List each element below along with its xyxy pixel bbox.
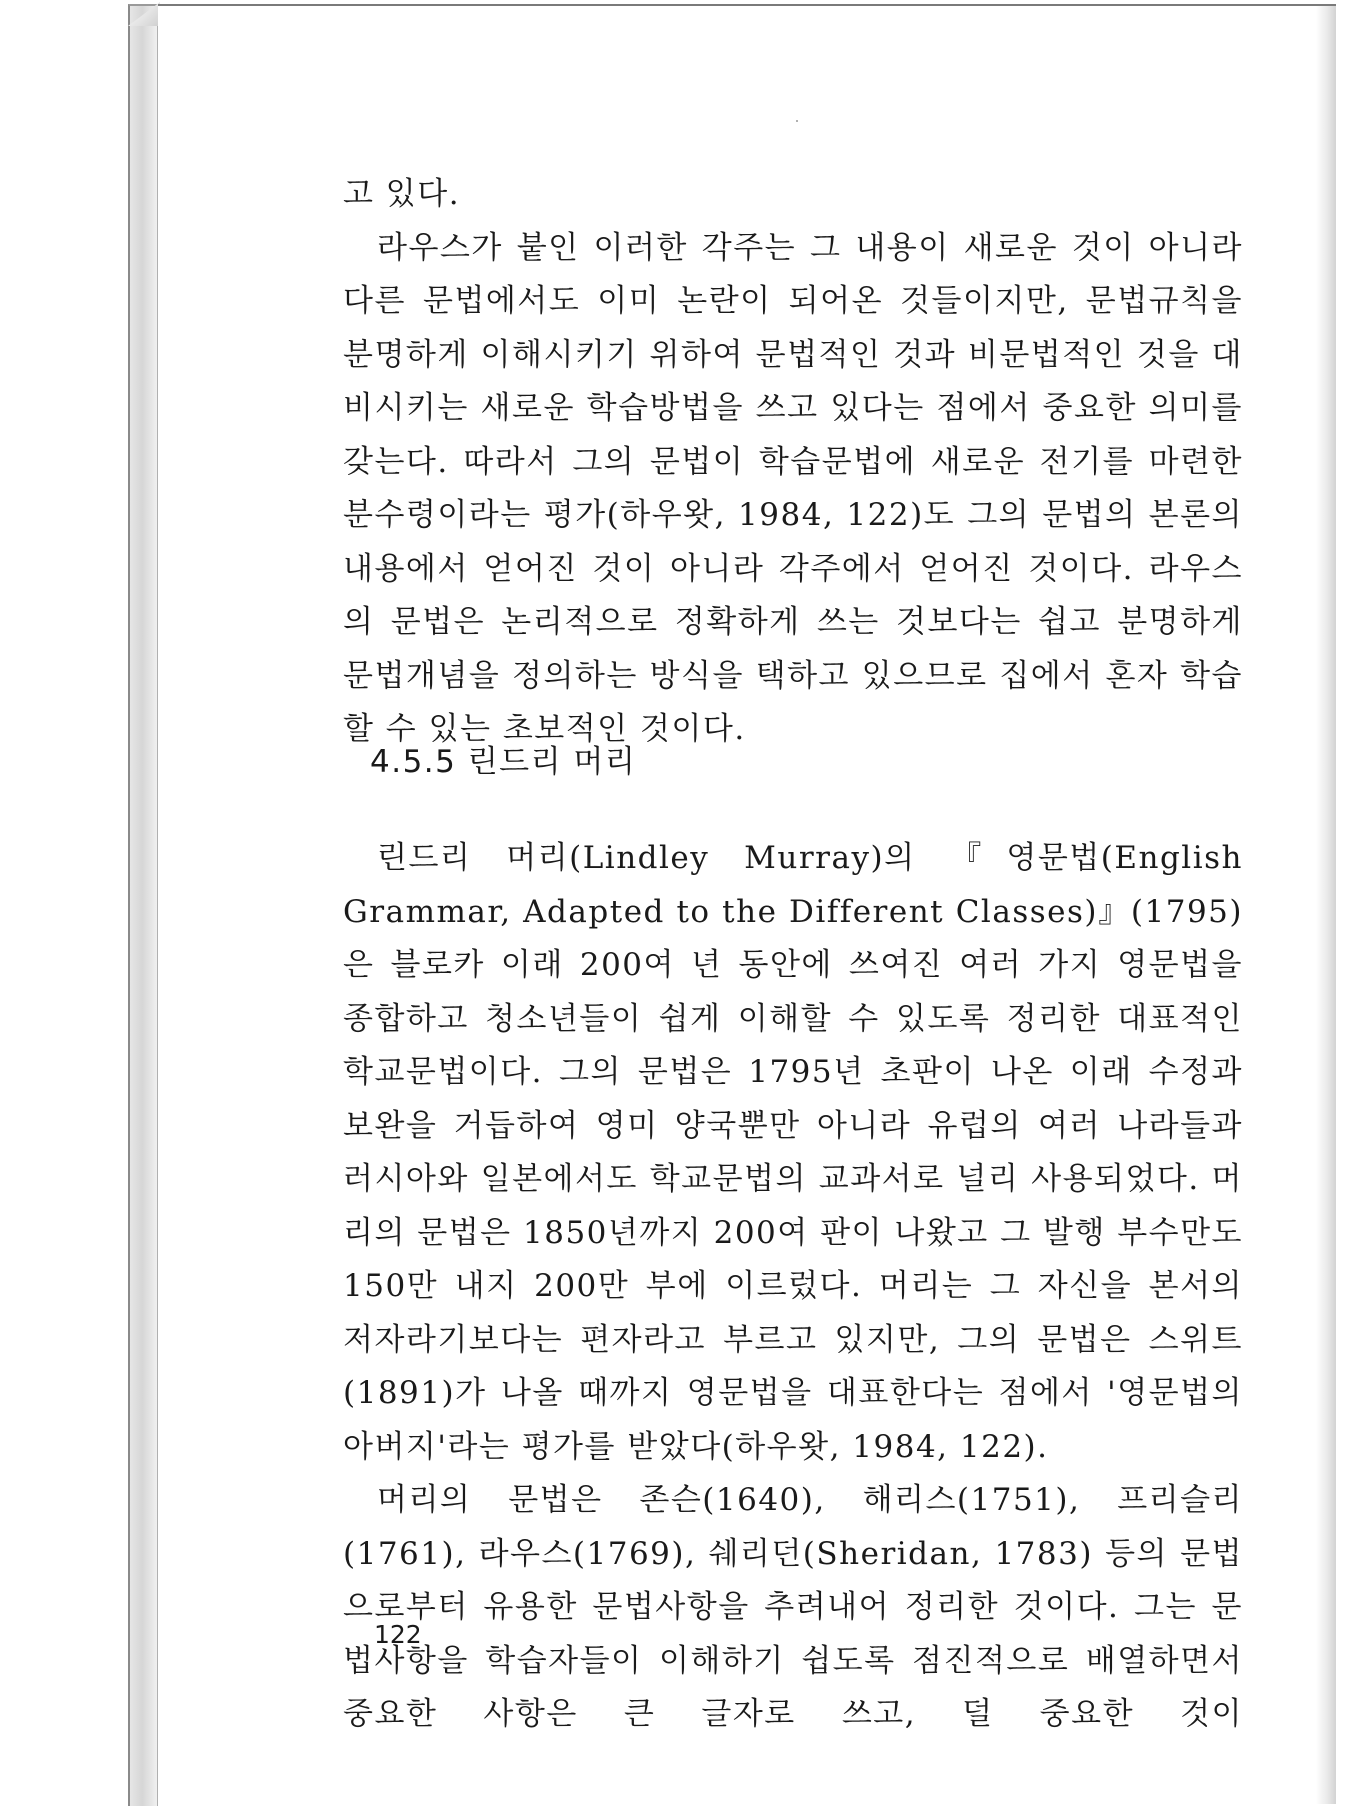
section-heading: 4.5.5 린드리 머리 — [370, 744, 637, 780]
print-speck — [796, 120, 798, 122]
paragraph-murray-sources: 머리의 문법은 존슨(1640), 해리스(1751), 프리슬리(1761), 라우스(1769), 쉐리던(Sheridan, 1783) 등의 문법으로부터 유용한 문법사항을 추려내어 정리한 것이다. 그는 문법사항을 학습자들이 이해하기 쉽도록 점진적으로 배열하면서 중요한 사항은 큰 글자로 쓰고, 덜 중요한 것이 — [343, 1482, 1243, 1732]
paragraph-lowth-footnotes: 라우스가 붙인 이러한 각주는 그 내용이 새로운 것이 아니라 다른 문법에서도 이미 논란이 되어온 것들이지만, 문법규칙을 분명하게 이해시키기 위하여 문법적인 것과 비문법적인 것을 대비시키는 새로운 학습방법을 쓰고 있다는 점에서 중요한 의미를 갖는다. 따라서 그의 문법이 학습문법에 새로운 전기를 마련한 분수령이라는 평가(하우왓, 1984, 122)도 그의 문법의 본론의 내용에서 얻어진 것이 아니라 각주에서 얻어진 것이다. 라우스의 문법은 논리적으로 정확하게 쓰는 것보다는 쉽고 분명하게 문법개념을 정의하는 방식을 택하고 있으므로 집에서 혼자 학습할 수 있는 초보적인 것이다. — [343, 229, 1243, 747]
bottom-text-block — [343, 832, 1243, 1742]
book-page — [158, 4, 1336, 1804]
page-number: 122 — [374, 1620, 422, 1649]
top-text-block — [343, 168, 1243, 757]
paragraph-murray-intro: 린드리 머리(Lindley Murray)의 『영문법(English Grammar, Adapted to the Different Classes)』(1795)은 블로카 이래 200여 년 동안에 쓰여진 여러 가지 영문법을 종합하고 청소년들이 쉽게 이해할 수 있도록 정리한 대표적인 학교문법이다. 그의 문법은 1795년 초판이 나온 이래 수정과 보완을 거듭하여 영미 양국뿐만 아니라 유럽의 여러 나라들과 러시아와 일본에서도 학교문법의 교과서로 널리 사용되었다. 머리의 문법은 1850년까지 200여 판이 나왔고 그 발행 부수만도 150만 내지 200만 부에 이르렀다. 머리는 그 자신을 본서의 저자라기보다는 편자라고 부르고 있지만, 그의 문법은 스위트(1891)가 나올 때까지 영문법을 대표한다는 점에서 '영문법의 아버지'라는 평가를 받았다(하우왓, 1984, 122). — [343, 840, 1243, 1465]
book-spine — [128, 4, 158, 1806]
page-edge-shadow — [1316, 6, 1336, 1804]
continued-line: 고 있다. — [343, 176, 461, 212]
